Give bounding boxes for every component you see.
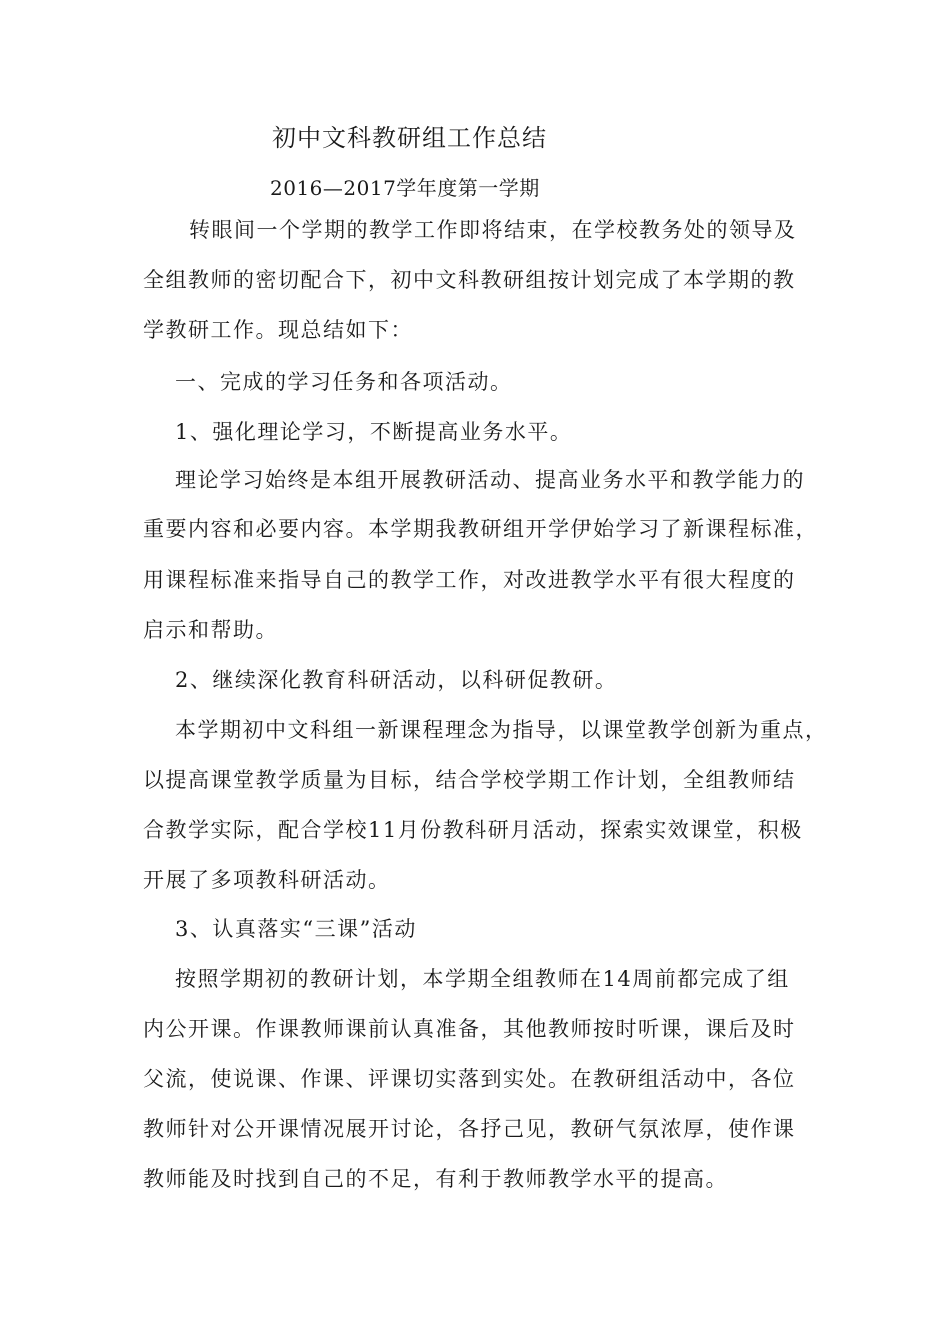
text-line: 学教研工作。现总结如下： (143, 318, 413, 342)
text-line: 内公开课。作课教师课前认真准备，其他教师按时听课，课后及时 (143, 1017, 796, 1041)
subsection-heading: 2、继续深化教育科研活动，以科研促教研。 (175, 668, 618, 692)
text-line: 教师针对公开课情况展开讨论，各抒己见，教研气氛浓厚，使作课 (143, 1117, 796, 1141)
text-line: 教师能及时找到自己的不足，有利于教师教学水平的提高。 (143, 1167, 728, 1191)
text-line: 理论学习始终是本组开展教研活动、提高业务水平和教学能力的 (175, 468, 805, 492)
text-line: 开展了多项教科研活动。 (143, 868, 391, 892)
text-line: 全组教师的密切配合下，初中文科教研组按计划完成了本学期的教 (143, 268, 796, 292)
text-line: 按照学期初的教研计划，本学期全组教师在14周前都完成了组 (175, 967, 790, 991)
section-heading: 一、完成的学习任务和各项活动。 (175, 370, 513, 394)
subsection-heading: 1、强化理论学习，不断提高业务水平。 (175, 420, 573, 444)
text-line: 启示和帮助。 (143, 618, 278, 642)
document-subtitle: 2016—2017学年度第一学期 (270, 176, 540, 200)
subsection-heading: 3、认真落实“三课”活动 (175, 917, 417, 941)
text-line: 合教学实际，配合学校11月份教科研月活动，探索实效课堂，积极 (143, 818, 803, 842)
text-line: 以提高课堂教学质量为目标，结合学校学期工作计划，全组教师结 (143, 768, 796, 792)
text-line: 用课程标准来指导自己的教学工作，对改进教学水平有很大程度的 (143, 568, 796, 592)
text-line: 转眼间一个学期的教学工作即将结束，在学校教务处的领导及 (189, 218, 797, 242)
text-line: 重要内容和必要内容。本学期我教研组开学伊始学习了新课程标准， (143, 517, 818, 541)
text-line: 本学期初中文科组一新课程理念为指导，以课堂教学创新为重点， (175, 718, 828, 742)
text-line: 父流，使说课、作课、评课切实落到实处。在教研组活动中，各位 (143, 1067, 796, 1091)
document-title: 初中文科教研组工作总结 (272, 124, 547, 152)
